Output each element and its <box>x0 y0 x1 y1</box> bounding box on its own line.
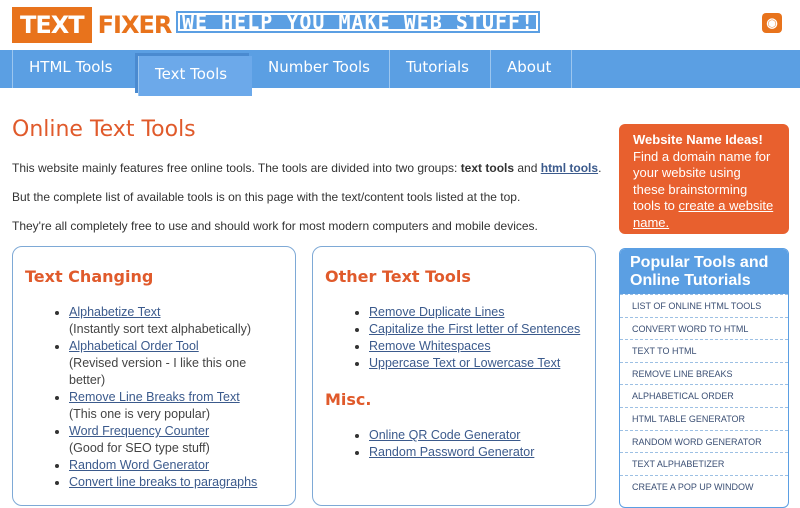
list-item <box>369 304 583 321</box>
nav-spacer <box>0 50 12 88</box>
logo-text: FIXER <box>97 11 172 39</box>
tab-about[interactable]: About <box>490 50 571 88</box>
section-heading: Misc. <box>325 390 372 409</box>
tool-link[interactable]: Remove Line Breaks from Text <box>69 390 240 404</box>
tool-note: (This one is very popular) <box>69 407 211 421</box>
popular-tools-panel <box>619 248 789 508</box>
sidebar-link[interactable]: LIST OF ONLINE HTML TOOLS <box>620 294 788 317</box>
promo-text: Find a domain name for your website using these brainstorming tools to <box>633 148 771 213</box>
text: This website mainly features free online tools. The tools are divided into two groups: <box>12 161 461 175</box>
html-tools-link[interactable]: html tools <box>540 161 599 175</box>
logo[interactable] <box>12 7 177 43</box>
sidebar-link[interactable]: RANDOM WORD GENERATOR <box>620 430 788 453</box>
tool-link[interactable]: Alphabetical Order Tool <box>69 339 199 353</box>
list-item <box>69 338 283 389</box>
list-item <box>369 321 583 338</box>
text: text tools <box>460 161 515 175</box>
other-tools-box <box>312 246 596 506</box>
tab-number-tools[interactable]: Number Tools <box>268 58 370 76</box>
page-title: Online Text Tools <box>12 117 196 142</box>
sidebar-link[interactable]: TEXT ALPHABETIZER <box>620 452 788 475</box>
list-item <box>69 389 283 423</box>
rss-icon[interactable]: ◉ <box>762 13 782 33</box>
list-item <box>69 474 283 491</box>
sidebar-link[interactable]: ALPHABETICAL ORDER <box>620 384 788 407</box>
tool-link[interactable]: Alphabetize Text <box>69 305 161 319</box>
tool-link[interactable]: Remove Whitespaces <box>369 339 491 353</box>
tool-link[interactable]: Uppercase Text or Lowercase Text <box>369 356 561 370</box>
text-changing-box <box>12 246 296 506</box>
tool-link[interactable]: Online QR Code Generator <box>369 428 521 442</box>
section-heading: Text Changing <box>25 267 154 286</box>
promo-title: Website Name Ideas! <box>633 132 763 147</box>
main-nav <box>0 50 800 88</box>
website-name-promo <box>619 124 789 234</box>
logo-text: TEXT <box>12 7 92 43</box>
tool-note: (Revised version - I like this one better) <box>69 356 247 387</box>
list-item <box>69 457 283 474</box>
tool-link[interactable]: Word Frequency Counter <box>69 424 210 438</box>
list-item <box>369 427 583 444</box>
tagline: WE HELP YOU MAKE WEB STUFF! <box>176 11 540 33</box>
tool-link[interactable]: Convert line breaks to paragraphs <box>69 475 258 489</box>
intro-paragraph: But the complete list of available tools is on this page with the text/content tools listed at the top. <box>12 190 521 204</box>
text: . <box>598 161 602 175</box>
tool-note: (Instantly sort text alphabetically) <box>69 322 252 336</box>
tool-link[interactable]: Random Password Generator <box>369 445 535 459</box>
sidebar-link[interactable]: TEXT TO HTML <box>620 339 788 362</box>
list-item <box>69 304 283 338</box>
tool-note: (Good for SEO type stuff) <box>69 441 210 455</box>
tool-link[interactable]: Capitalize the First letter of Sentences <box>369 322 581 336</box>
list-item <box>369 444 583 461</box>
sidebar-link[interactable]: CREATE A POP UP WINDOW <box>620 475 788 498</box>
nav-filler <box>571 50 800 88</box>
tab-text-tools[interactable]: Text Tools <box>138 56 252 96</box>
sidebar-link[interactable]: CONVERT WORD TO HTML <box>620 317 788 340</box>
list-item <box>369 338 583 355</box>
list-item <box>369 355 583 372</box>
section-heading: Other Text Tools <box>325 267 471 286</box>
tab-tutorials[interactable]: Tutorials <box>389 50 490 88</box>
panel-title: Popular Tools and Online Tutorials <box>620 249 788 294</box>
sidebar-link[interactable]: REMOVE LINE BREAKS <box>620 362 788 385</box>
tab-html-tools[interactable]: HTML Tools <box>12 50 138 88</box>
intro-paragraph: They're all completely free to use and should work for most modern computers and mobile devices. <box>12 219 538 233</box>
tool-link[interactable]: Remove Duplicate Lines <box>369 305 505 319</box>
sidebar-link[interactable]: HTML TABLE GENERATOR <box>620 407 788 430</box>
text: and <box>514 161 541 175</box>
list-item <box>69 423 283 457</box>
tool-link[interactable]: Random Word Generator <box>69 458 210 472</box>
intro-paragraph <box>12 161 612 175</box>
promo-link[interactable]: create a website name. <box>633 198 774 230</box>
